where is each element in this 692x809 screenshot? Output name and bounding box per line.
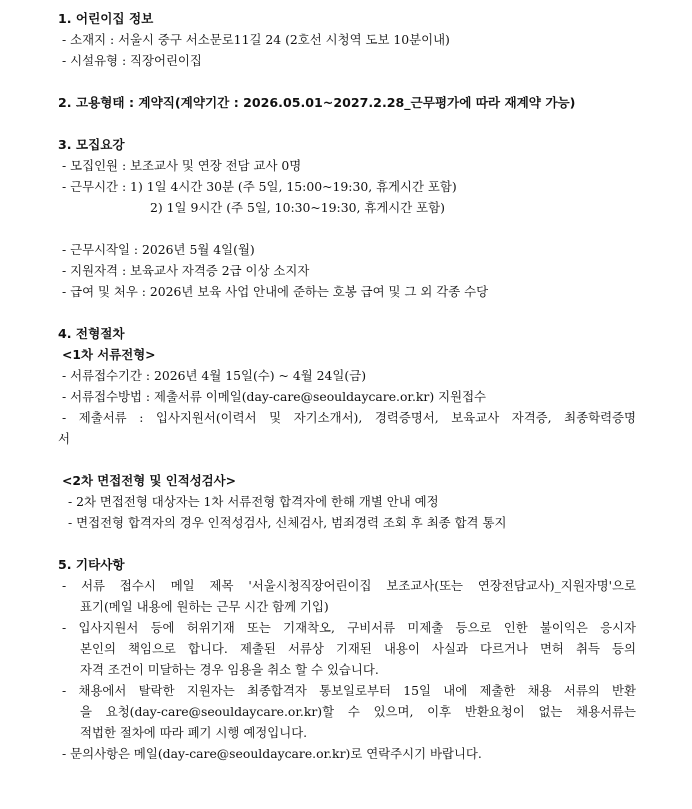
list-item: - 서류접수기간 : 2026년 4월 15일(수) ~ 4월 24일(금) bbox=[62, 368, 367, 383]
section-title: 2. 고용형태 : 계약직(계약기간 : 2026.05.01~2027.2.28_근무평가에 따라 재계약 가능) bbox=[58, 95, 576, 110]
subsection-title: <2차 면접전형 및 인적성검사> bbox=[62, 473, 236, 488]
list-item: - 모집인원 : 보조교사 및 연장 전담 교사 0명 bbox=[62, 158, 302, 173]
section-title: 3. 모집요강 bbox=[58, 137, 125, 152]
section-recruitment bbox=[58, 134, 636, 302]
list-item: - 서류접수방법 : 제출서류 이메일(day-care@seouldaycare.or.kr) 지원접수 bbox=[62, 389, 487, 404]
list-item: - 문의사항은 메일(day-care@seouldaycare.or.kr)로 연락주시기 바랍니다. bbox=[62, 746, 482, 761]
list-item: - 2차 면접전형 대상자는 1차 서류전형 합격자에 한해 개별 안내 예정 bbox=[68, 494, 439, 509]
list-item-continued: 서 bbox=[58, 431, 70, 446]
list-item: - 입사지원서 등에 허위기재 또는 기재착오, 구비서류 미제출 등으로 인한 불이익은 응시자 bbox=[62, 620, 636, 635]
section-employment-type bbox=[58, 92, 636, 113]
list-item-continued: 을 요청(day-care@seouldaycare.or.kr)할 수 있으며, 이후 반환요청이 없는 채용서류는 bbox=[80, 704, 636, 719]
section-other-notes bbox=[58, 554, 636, 764]
list-item: - 근무시간 : 1) 1일 4시간 30분 (주 5일, 15:00~19:30, 휴게시간 포함) bbox=[62, 179, 457, 194]
list-item: - 소재지 : 서울시 중구 서소문로11길 24 (2호선 시청역 도보 10분이내) bbox=[62, 32, 450, 47]
section-facility-info bbox=[58, 8, 636, 71]
list-item: - 서류 접수시 메일 제목 '서울시청직장어린이집 보조교사(또는 연장전담교사)_지원자명'으로 bbox=[62, 578, 636, 593]
list-item-continued: 표기(메일 내용에 원하는 근무 시간 함께 기입) bbox=[80, 599, 329, 614]
list-item: - 근무시작일 : 2026년 5월 4일(월) bbox=[62, 242, 255, 257]
list-item-continued: 2) 1일 9시간 (주 5일, 10:30~19:30, 휴게시간 포함) bbox=[150, 200, 445, 215]
list-item: - 제출서류 : 입사지원서(이력서 및 자기소개서), 경력증명서, 보육교사 자격증, 최종학력증명 bbox=[62, 410, 636, 425]
list-item-continued: 자격 조건이 미달하는 경우 임용을 취소 할 수 있습니다. bbox=[80, 662, 379, 677]
list-item: - 지원자격 : 보육교사 자격증 2급 이상 소지자 bbox=[62, 263, 310, 278]
list-item: - 면접전형 합격자의 경우 인적성검사, 신체검사, 범죄경력 조회 후 최종 합격 통지 bbox=[68, 515, 507, 530]
list-item-continued: 본인의 책임으로 합니다. 제출된 서류상 기재된 내용이 사실과 다르거나 면허 취득 등의 bbox=[80, 641, 636, 656]
section-title: 5. 기타사항 bbox=[58, 557, 125, 572]
list-item-continued: 적법한 절차에 따라 폐기 시행 예정입니다. bbox=[80, 725, 308, 740]
list-item: - 급여 및 처우 : 2026년 보육 사업 안내에 준하는 호봉 급여 및 그 외 각종 수당 bbox=[62, 284, 489, 299]
section-title: 4. 전형절차 bbox=[58, 326, 125, 341]
subsection-title: <1차 서류전형> bbox=[62, 347, 156, 362]
list-item: - 시설유형 : 직장어린이집 bbox=[62, 53, 202, 68]
section-selection-process bbox=[58, 323, 636, 533]
list-item: - 채용에서 탈락한 지원자는 최종합격자 통보일로부터 15일 내에 제출한 채용 서류의 반환 bbox=[62, 683, 636, 698]
section-title: 1. 어린이집 정보 bbox=[58, 11, 154, 26]
